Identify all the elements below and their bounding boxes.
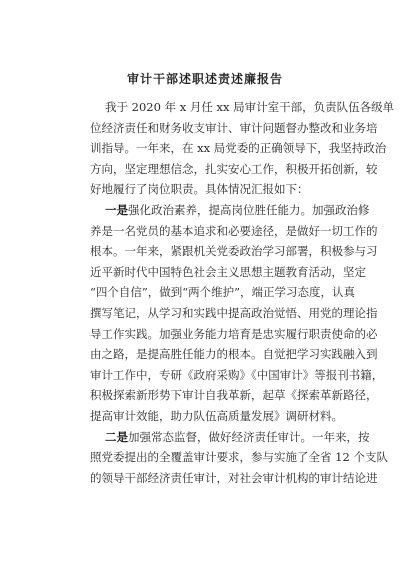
- paragraph-lead: 二是: [105, 429, 128, 444]
- paragraph-line: [90, 471, 378, 485]
- line-text: 导工作实践。加强业务能力培育是忠实履行职责使命的必: [90, 326, 378, 341]
- paragraph-line: [90, 162, 378, 176]
- paragraph-line: [105, 100, 394, 114]
- paragraph-line: [90, 347, 378, 361]
- paragraph-line: [90, 244, 378, 258]
- line-text: 我于 2020 年 x 月任 xx 局审计室干部，负责队伍各级单: [105, 100, 395, 114]
- line-text: 审计工作中，专研《政府采购》《中国审计》等报刊书籍，: [90, 367, 384, 382]
- paragraph-line: [90, 121, 378, 135]
- line-text: 近平新时代中国特色社会主义思想主题教育活动，坚定: [90, 264, 366, 279]
- line-text: 积极探索新形势下审计自我革新，起草《探索革新路径，: [90, 388, 378, 403]
- line-text: 强化政治素养，提高岗位胜任能力。加强政治修: [128, 203, 370, 217]
- line-text: 方向，坚定理想信念，扎实安心工作，积极开拓创新，较: [90, 161, 378, 176]
- paragraph-line: [90, 450, 388, 464]
- line-text: 好地履行了岗位职责。具体情况汇报如下：: [90, 182, 309, 197]
- document-title: 审计干部述职述责述廉报告: [126, 72, 283, 86]
- line-text: 养是一名党员的基本追求和必要途径，是做好一切工作的: [90, 223, 378, 238]
- paragraph-line: [90, 409, 343, 423]
- line-text: “四个自信”，做到“两个维护”，端正学习态度，认真: [90, 285, 356, 300]
- line-text: 训指导。一年来，在 xx 局党委的正确领导下，我坚持政治: [90, 141, 387, 156]
- line-text: 位经济责任和财务收支审计、审计问题督办整改和业务培: [90, 120, 378, 135]
- paragraph-lead: 一是: [105, 203, 128, 217]
- line-text: 的领导干部经济责任审计，对社会审计机构的审计结论进: [90, 470, 378, 485]
- line-text: 根本。一年来，紧跟机关党委政治学习部署，积极参与习: [90, 244, 378, 259]
- paragraph-line: [90, 388, 378, 402]
- paragraph-line: [90, 141, 386, 155]
- paragraph-line: [90, 306, 378, 320]
- line-text: 照党委提出的全覆盖审计要求，参与实施了全省 12 个支队: [90, 450, 388, 465]
- paragraph-line: [90, 265, 366, 279]
- paragraph-line: [90, 224, 378, 238]
- line-text: 加强常态监督，做好经济责任审计。一年来，按: [128, 429, 370, 444]
- line-text: 提高审计效能，助力队伍高质量发展》调研材料。: [90, 409, 343, 423]
- paragraph-line: [90, 368, 383, 382]
- line-text: 撰写笔记，从学习和实践中提高政治觉悟、用党的理论指: [90, 306, 378, 320]
- paragraph-line: [90, 327, 378, 341]
- line-text: 由之路，是提高胜任能力的根本。自觉把学习实践融入到: [90, 347, 378, 362]
- paragraph-line: [90, 182, 309, 196]
- paragraph-line: [105, 430, 370, 444]
- paragraph-line: [105, 203, 370, 217]
- paragraph-line: [90, 285, 355, 299]
